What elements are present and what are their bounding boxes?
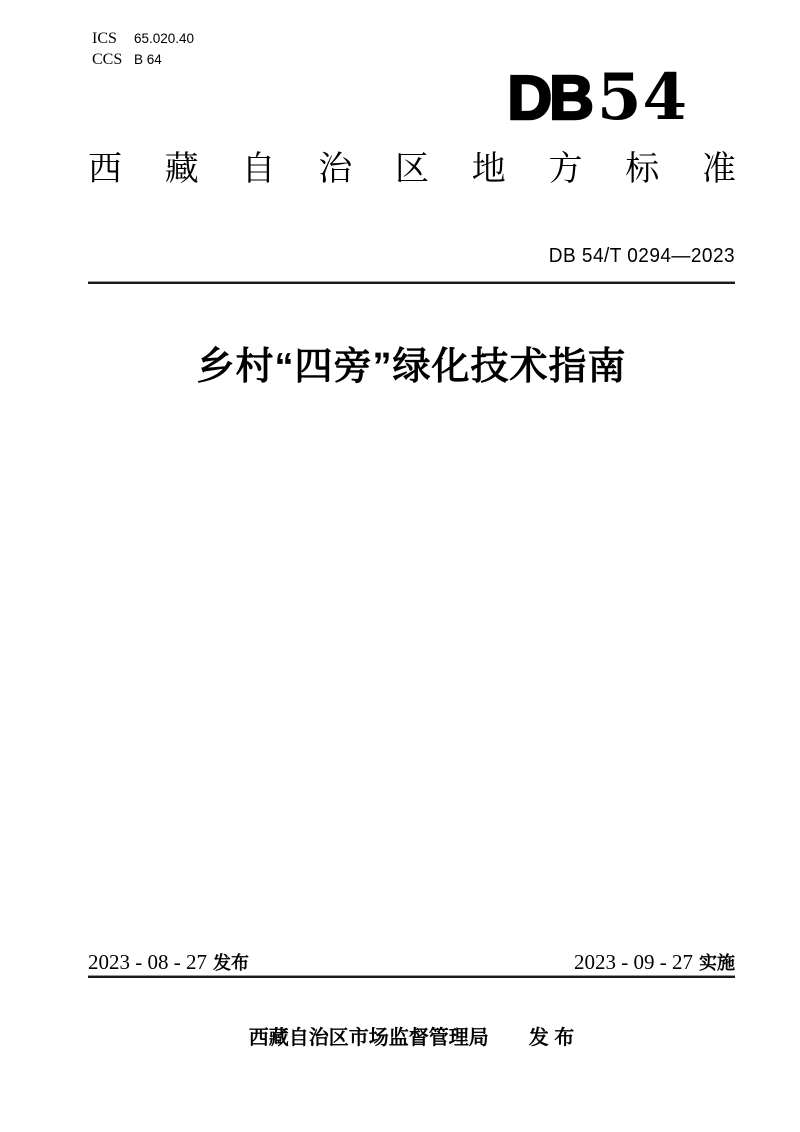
publisher-name: 西藏自治区市场监督管理局: [248, 1027, 489, 1049]
db54-logo: [507, 60, 688, 135]
db54-logo-number: 54: [596, 60, 688, 135]
ics-code: [92, 30, 194, 48]
dates-row: [88, 949, 735, 975]
publish-label: 发 布: [528, 1027, 575, 1049]
standard-number: DB 54/T 0294—2023: [548, 245, 735, 267]
classification-codes: [92, 30, 194, 72]
implement-label: 实施: [699, 953, 735, 973]
standard-name: 西 藏 自 治 区 地 方 标 准: [88, 150, 736, 188]
implement-date-group: [574, 949, 735, 975]
ccs-code: [92, 51, 194, 69]
ccs-value: B 64: [134, 52, 162, 67]
release-date-group: [88, 949, 249, 975]
implement-date: 2023 - 09 - 27: [574, 950, 693, 974]
publisher-line: [88, 1021, 735, 1050]
ics-label: ICS: [92, 30, 117, 47]
release-date: 2023 - 08 - 27: [88, 950, 207, 974]
db54-logo-db: DB: [507, 64, 591, 133]
ccs-label: CCS: [92, 51, 123, 68]
release-label: 发布: [213, 953, 249, 973]
document-title: 乡村“四旁”绿化技术指南: [196, 346, 627, 388]
top-rule: [88, 281, 735, 284]
bottom-rule: [88, 975, 735, 978]
ics-value: 65.020.40: [134, 31, 195, 46]
